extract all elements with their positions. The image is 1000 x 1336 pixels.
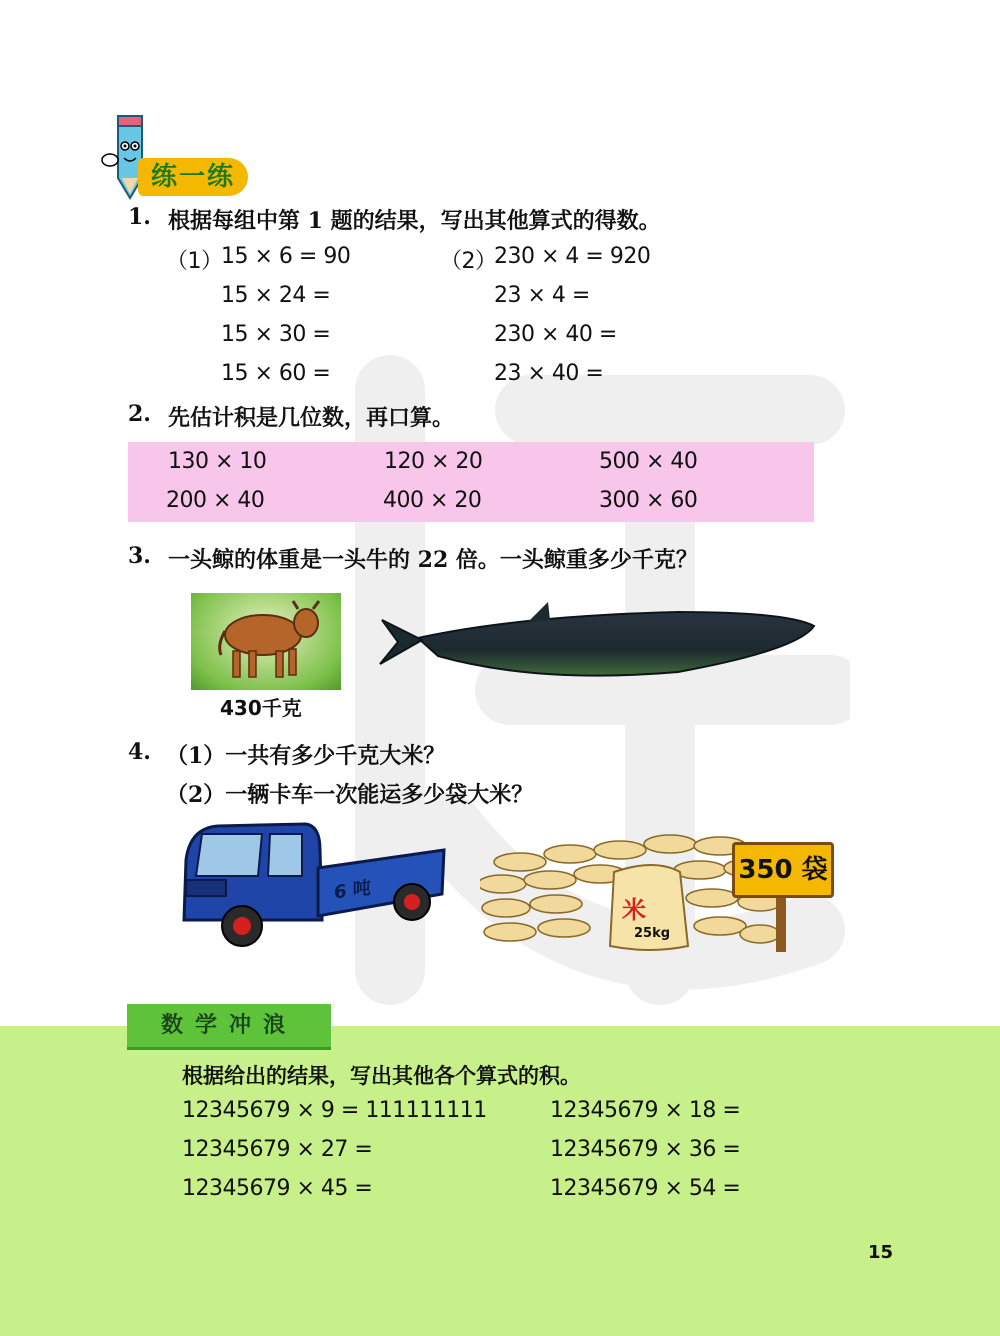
question-2-text: 先估计积是几位数，再口算。: [168, 405, 455, 431]
q1-group2-item: 230 × 4 = 920: [494, 244, 651, 269]
page-number: 15: [868, 1242, 894, 1263]
q1-group1-item: 15 × 30 =: [221, 322, 331, 347]
question-1-text: 根据每组中第 1 题的结果，写出其他算式的得数。: [168, 208, 661, 234]
question-1-number: 1.: [128, 204, 151, 230]
q2-item: 130 × 10: [168, 449, 267, 474]
question-3-text: 一头鲸的体重是一头牛的 22 倍。一头鲸重多少千克？: [168, 547, 698, 573]
q1-group1-item: 15 × 6 = 90: [221, 244, 351, 269]
badge-label: 练一练: [138, 158, 248, 196]
q1-group2-item: 23 × 40 =: [494, 361, 604, 386]
cow-icon: [191, 593, 341, 690]
extension-item: 12345679 × 45 =: [182, 1176, 373, 1201]
question-4-sub1: （1）一共有多少千克大米？: [166, 743, 446, 769]
whale-icon: [378, 598, 818, 690]
cow-weight-label: 430千克: [220, 696, 302, 720]
truck-image: [178, 820, 446, 950]
question-2-number: 2.: [128, 401, 151, 427]
extension-instruction: 根据给出的结果，写出其他各个算式的积。: [182, 1063, 581, 1088]
practice-badge: [100, 112, 250, 202]
truck-capacity-label: 6 吨: [334, 877, 371, 904]
q2-item: 400 × 20: [383, 488, 482, 513]
truck-icon: [178, 820, 446, 950]
q1-group2-item: 23 × 4 =: [494, 283, 590, 308]
rice-bag-weight: 25kg: [634, 926, 671, 941]
section-tab-label: 数学冲浪: [127, 1004, 331, 1050]
q2-item: 300 × 60: [599, 488, 698, 513]
rice-bag-char: 米: [622, 896, 646, 924]
sign-board: 350 袋: [732, 842, 834, 898]
extension-item: 12345679 × 18 =: [550, 1098, 741, 1123]
question-4-sub2: （2）一辆卡车一次能运多少袋大米？: [166, 782, 534, 808]
cow-image: [191, 593, 341, 690]
q2-item: 500 × 40: [599, 449, 698, 474]
q1-group1-label: （1）: [166, 249, 223, 274]
rice-sacks-image: [480, 832, 832, 954]
q1-group2-label: （2）: [440, 249, 497, 274]
extension-item: 12345679 × 36 =: [550, 1137, 741, 1162]
q1-group2-item: 230 × 40 =: [494, 322, 617, 347]
q1-group1-item: 15 × 24 =: [221, 283, 331, 308]
question-3-number: 3.: [128, 543, 151, 569]
extension-item: 12345679 × 54 =: [550, 1176, 741, 1201]
q1-group1-item: 15 × 60 =: [221, 361, 331, 386]
question-4-number: 4.: [128, 739, 151, 765]
extension-item: 12345679 × 9 = 111111111: [182, 1098, 487, 1123]
q2-item: 120 × 20: [384, 449, 483, 474]
extension-item: 12345679 × 27 =: [182, 1137, 373, 1162]
q2-item: 200 × 40: [166, 488, 265, 513]
